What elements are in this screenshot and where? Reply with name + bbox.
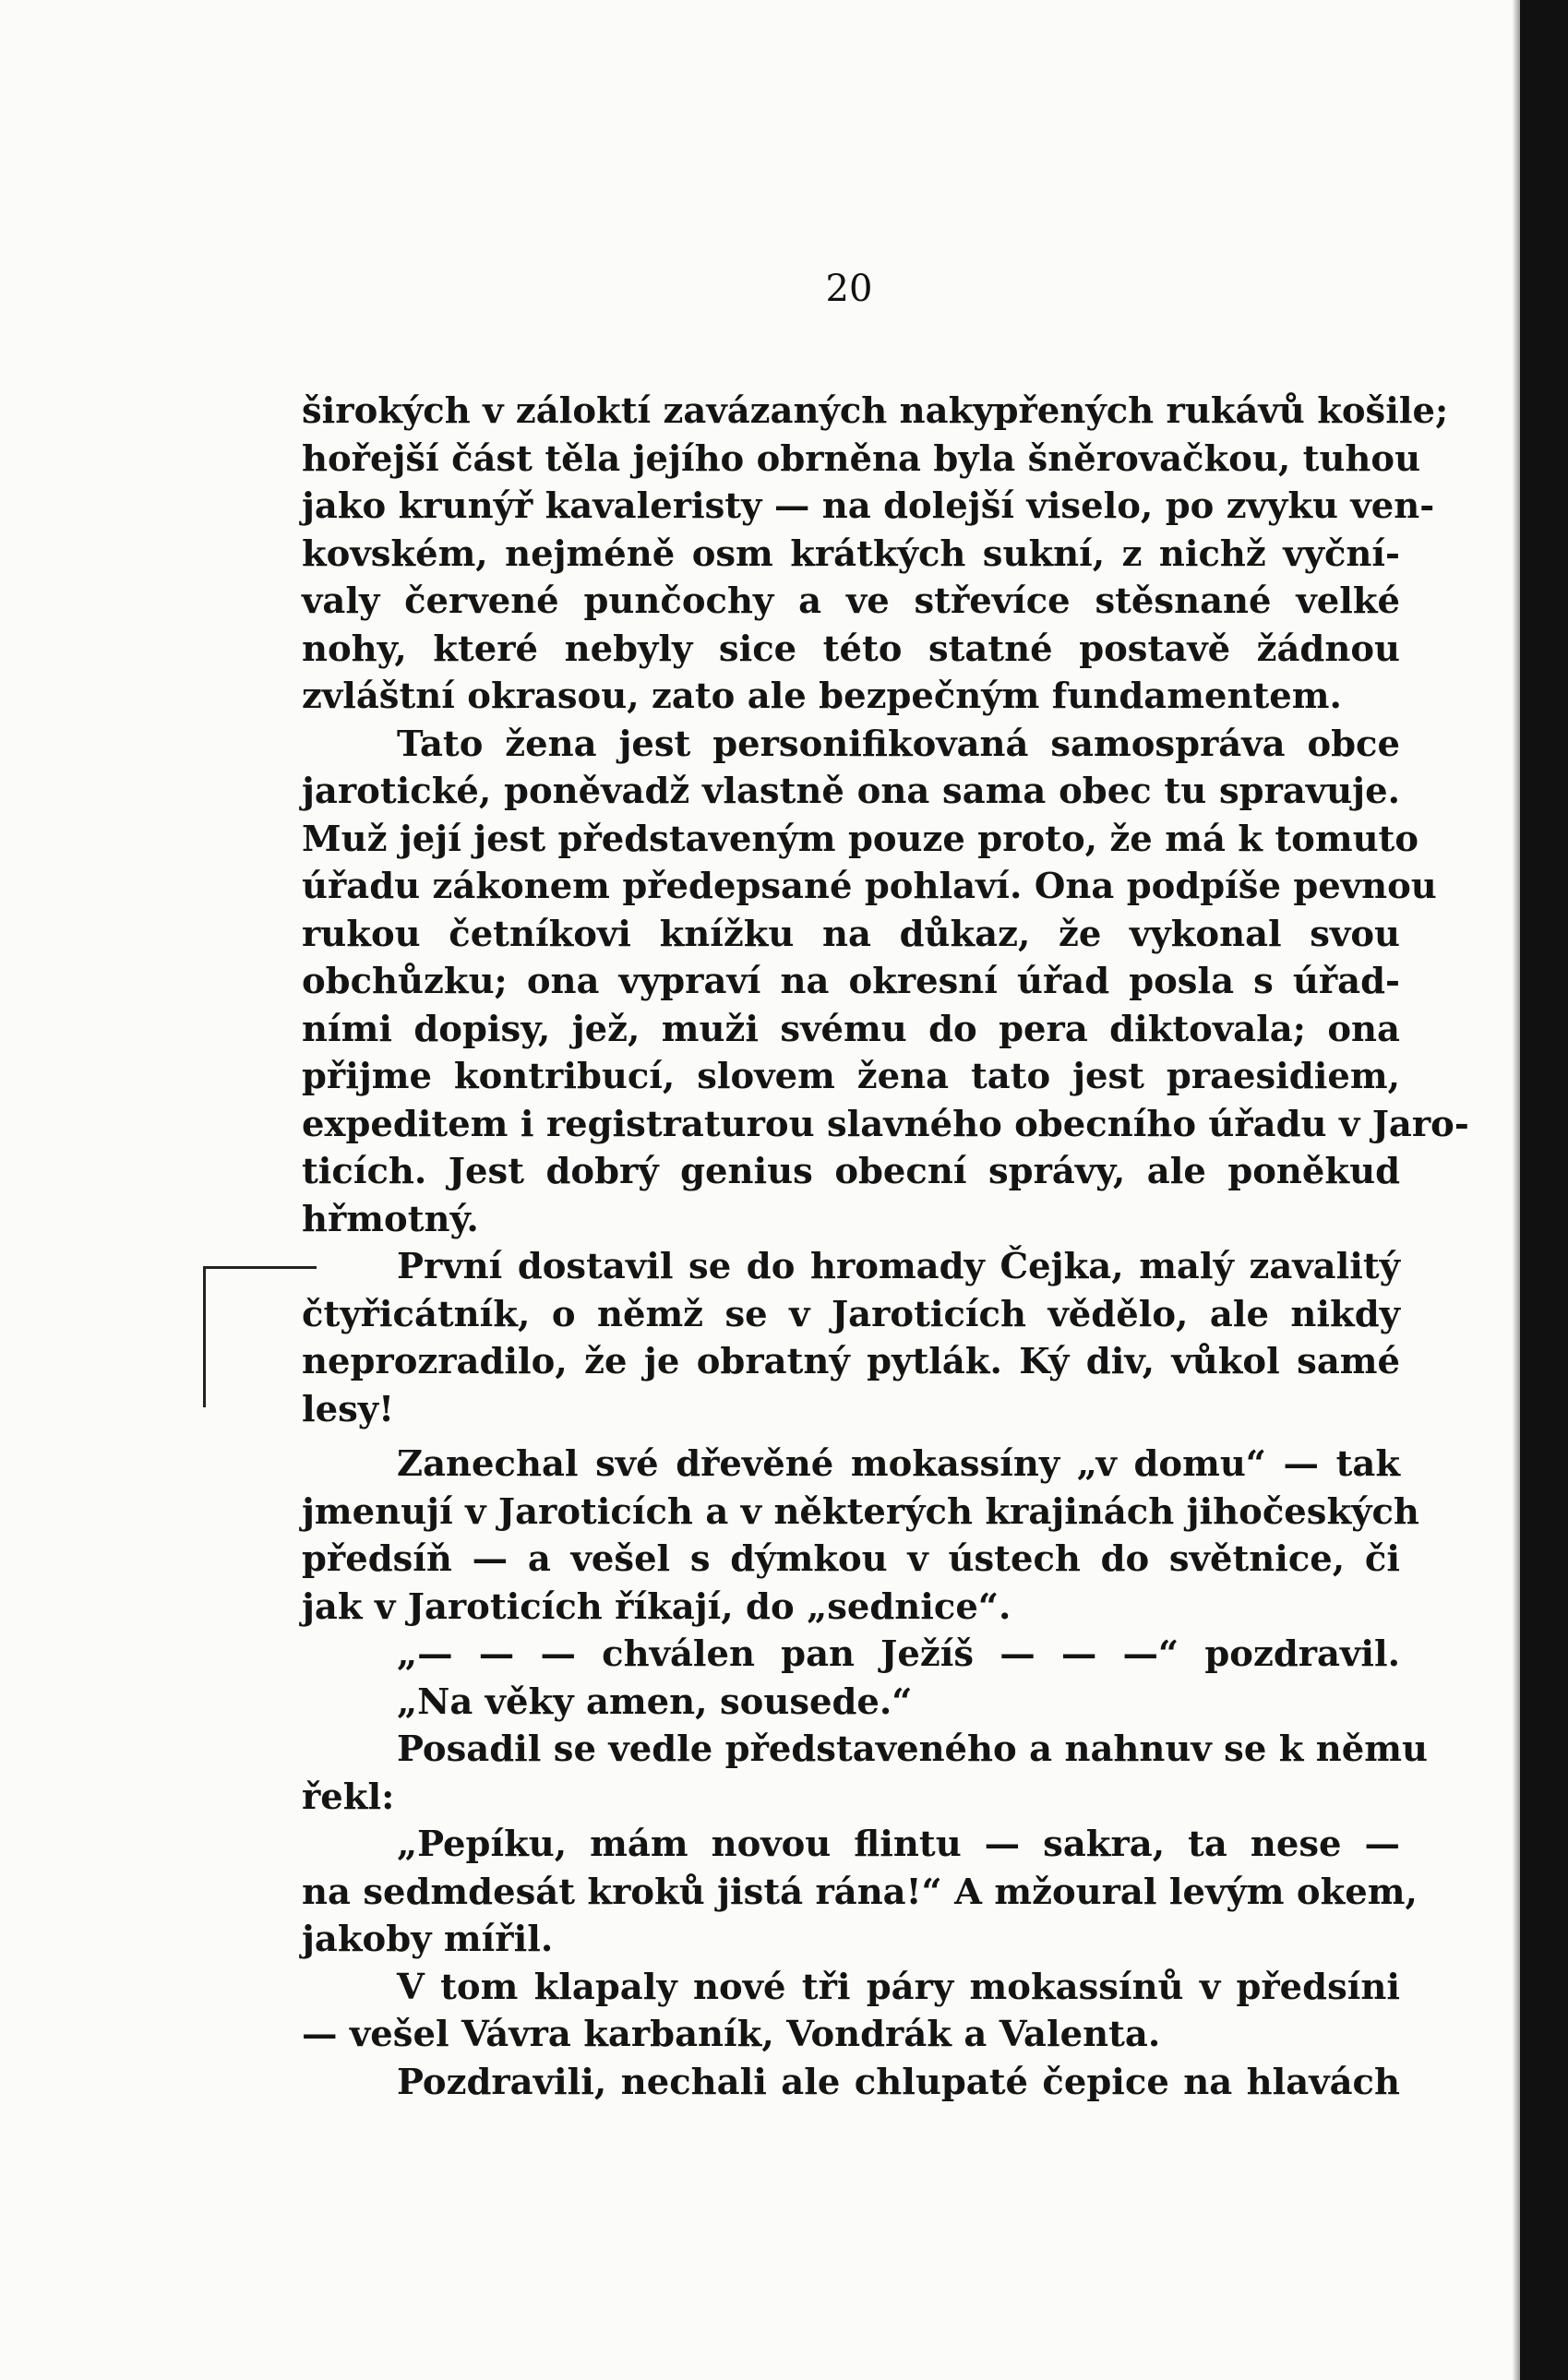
text-line: valy červené punčochy a ve střevíce stěsnané velké: [302, 580, 1400, 622]
text-line: přijme kontribucí, slovem žena tato jest praesidiem,: [302, 1056, 1400, 1097]
text-line: Posadil se vedle představeného a nahnuv se k němu: [397, 1728, 1429, 1770]
page-number: 20: [825, 268, 873, 310]
text-line: úřadu zákonem předepsané pohlaví. Ona podpíše pevnou: [302, 866, 1437, 907]
text-line: jmenují v Jaroticích a v některých krajinách jihočeských: [302, 1490, 1419, 1533]
text-line: širokých v záloktí zavázaných nakypřených rukávů košile;: [302, 390, 1449, 432]
text-line: Pozdravili, nechali ale chlupaté čepice na hlavách: [397, 2061, 1400, 2103]
text-line: První dostavil se do hromady Čejka, malý zavalitý: [397, 1246, 1400, 1287]
text-line: jako krunýř kavaleristy — na dolejší viselo, po zvyku ven-: [302, 485, 1435, 527]
text-line: čtyřicátník, o němž se v Jaroticích vědělo, ale nikdy: [302, 1293, 1400, 1335]
text-line: ními dopisy, jež, muži svému do pera diktovala; ona: [302, 1008, 1400, 1050]
text-line: „Pepíku, mám novou flintu — sakra, ta nese —: [397, 1824, 1400, 1865]
text-line: lesy!: [302, 1388, 395, 1430]
scan-right-border: [1520, 0, 1568, 2380]
text-line: jakoby mířil.: [302, 1919, 554, 1960]
text-line: jak v Jaroticích říkají, do „sednice“.: [302, 1585, 1011, 1628]
text-line: neprozradilo, že je obratný pytlák. Ký div, vůkol samé: [302, 1341, 1400, 1382]
text-line: nohy, které nebyly sice této statné postavě žádnou: [302, 628, 1400, 670]
margin-bracket-mark: [203, 1266, 317, 1407]
text-line: zvláštní okrasou, zato ale bezpečným fundamentem.: [302, 676, 1342, 717]
text-line: kovském, nejméně osm krátkých sukní, z nichž vyční-: [302, 532, 1400, 575]
text-line: předsíň — a vešel s dýmkou v ústech do světnice, či: [302, 1538, 1400, 1580]
text-line: Tato žena jest personifikovaná samospráva obce: [397, 723, 1400, 765]
text-line: rukou četníkovi knížku na důkaz, že vykonal svou: [302, 913, 1400, 955]
body-text: [302, 388, 1469, 2106]
text-line: ticích. Jest dobrý genius obecní správy, ale poněkud: [302, 1151, 1400, 1192]
text-line: řekl:: [302, 1776, 395, 1818]
text-line: jarotické, poněvadž vlastně ona sama obec tu spravuje.: [302, 771, 1400, 812]
text-line: hořejší část těla jejího obrněna byla šněrovačkou, tuhou: [302, 437, 1421, 480]
text-line: V tom klapaly nové tři páry mokassínů v předsíni: [397, 1966, 1400, 2008]
page-edge-shadow: [1513, 0, 1520, 2380]
text-line: na sedmdesát kroků jistá rána!“ A mžoural levým okem,: [302, 1871, 1418, 1913]
text-line: Muž její jest představeným pouze proto, že má k tomuto: [302, 818, 1419, 860]
text-line: „Na věky amen, sousede.“: [397, 1680, 913, 1723]
text-line: hřmotný.: [302, 1198, 479, 1240]
text-line: „— — — chválen pan Ježíš — — —“ pozdravil.: [397, 1633, 1400, 1675]
text-line: obchůzku; ona vypraví na okresní úřad posla s úřad-: [302, 961, 1400, 1002]
text-line: expeditem i registraturou slavného obecního úřadu v Jaro-: [302, 1103, 1469, 1145]
text-line: — vešel Vávra karbaník, Vondrák a Valenta.: [302, 2014, 1161, 2055]
text-line: Zanechal své dřevěné mokassíny „v domu“ — tak: [397, 1443, 1400, 1485]
